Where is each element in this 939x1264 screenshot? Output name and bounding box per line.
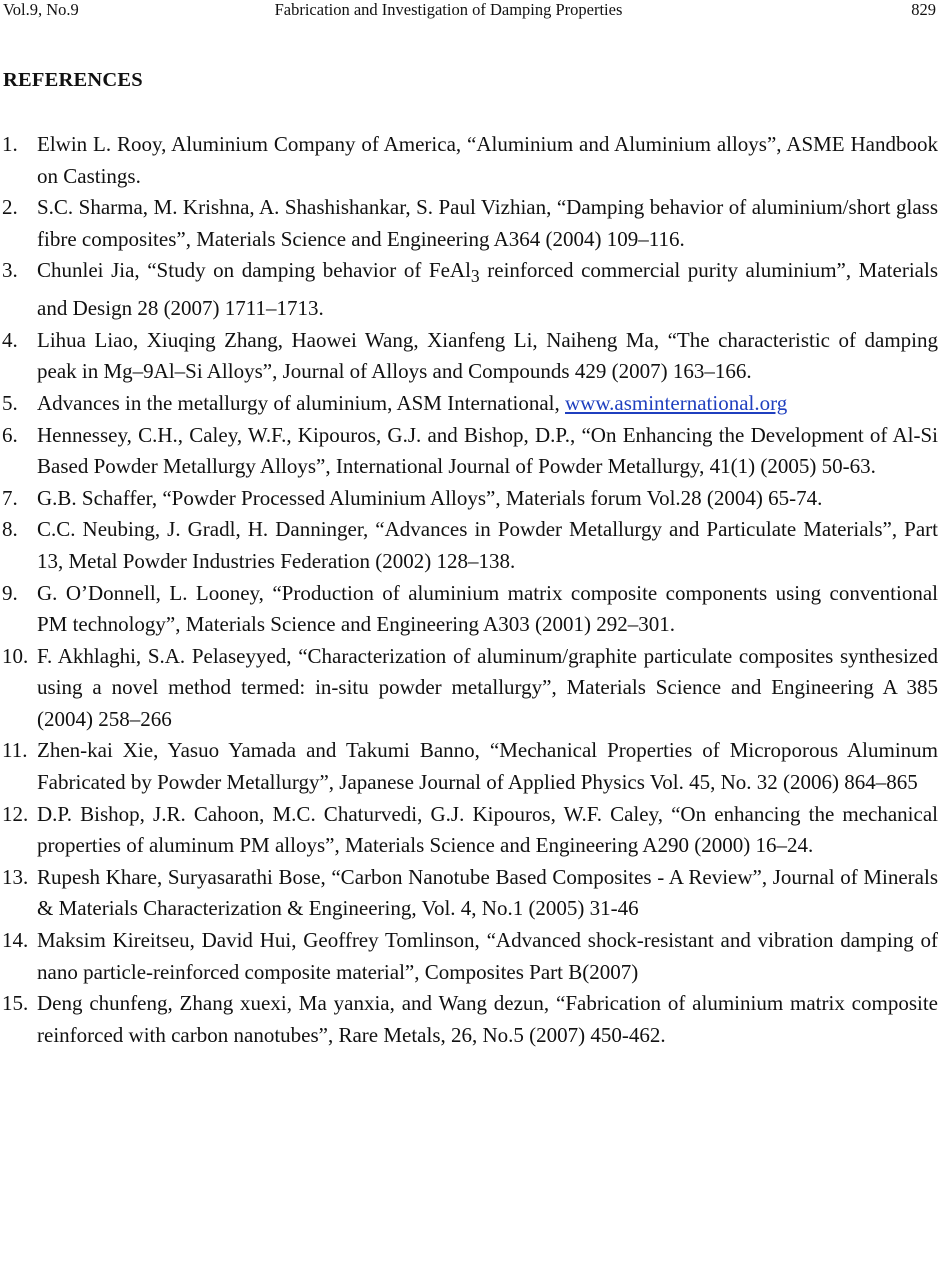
reference-number: 4.: [2, 327, 18, 352]
reference-item: [0, 420, 938, 483]
reference-number: 6.: [2, 422, 18, 447]
reference-number: 7.: [2, 485, 18, 510]
reference-list: [0, 129, 938, 1051]
reference-text-part: reinforced commercial purity aluminium”, Materials and Design 28 (2007) 1711–1713.: [37, 258, 938, 321]
reference-text: Maksim Kireitseu, David Hui, Geoffrey Tomlinson, “Advanced shock-resistant and vibration damping of nano particle-reinforced composite material”, Composites Part B(2007): [37, 928, 938, 984]
reference-number: 14.: [2, 928, 29, 953]
reference-text: Zhen-kai Xie, Yasuo Yamada and Takumi Banno, “Mechanical Properties of Microporous Aluminum Fabricated by Powder Metallurgy”, Japanese Journal of Applied Physics Vol. 45, No. 32 (2006) 864–865: [37, 738, 938, 795]
reference-item: [0, 129, 938, 192]
reference-text-part: Chunlei Jia, “Study on damping behavior of FeAl: [37, 258, 471, 283]
references-heading: REFERENCES: [3, 69, 143, 91]
reference-number: 11.: [2, 738, 28, 763]
reference-text: Rupesh Khare, Suryasarathi Bose, “Carbon Nanotube Based Composites - A Review”, Journal of Minerals & Materials Characterization & Engineering, Vol. 4, No.1 (2005) 31-46: [37, 864, 938, 921]
reference-item: [0, 514, 938, 577]
reference-item: [0, 192, 938, 255]
reference-number: 9.: [2, 580, 18, 605]
reference-text: Advances in the metallurgy of aluminium, ASM International,: [37, 390, 566, 415]
reference-item: [0, 578, 938, 641]
reference-number: 1.: [2, 132, 18, 156]
reference-text: D.P. Bishop, J.R. Cahoon, M.C. Chaturvedi, G.J. Kipouros, W.F. Caley, “On enhancing the mechanical properties of aluminum PM alloys”, Materials Science and Engineering A290 (2000) 16–24.: [37, 801, 938, 858]
reference-number: 8.: [2, 517, 18, 542]
reference-text: F. Akhlaghi, S.A. Pelaseyyed, “Characterization of aluminum/graphite particulate composites synthesized using a novel method termed: in-situ powder metallurgy”, Materials Science and Engineering A 385 (2004) 258–266: [37, 643, 938, 731]
reference-text: Lihua Liao, Xiuqing Zhang, Haowei Wang, Xianfeng Li, Naiheng Ma, “The characteristic of damping peak in Mg–9Al–Si Alloys”, Journal of Alloys and Compounds 429 (2007) 163–166.: [37, 327, 938, 384]
page-number: 829: [911, 0, 936, 19]
chemical-subscript: 3: [470, 266, 480, 287]
reference-number: 3.: [2, 258, 18, 283]
reference-number: 13.: [2, 864, 29, 889]
reference-number: 10.: [2, 643, 29, 668]
reference-number: 12.: [2, 801, 29, 826]
reference-item: [0, 388, 938, 420]
journal-volume: Vol.9, No.9: [3, 0, 79, 19]
reference-text: C.C. Neubing, J. Gradl, H. Danninger, “Advances in Powder Metallurgy and Particulate Materials”, Part 13, Metal Powder Industries Federation (2002) 128–138.: [37, 517, 938, 573]
reference-item: [0, 325, 938, 388]
reference-number: 5.: [2, 390, 18, 415]
reference-item: [0, 255, 938, 324]
reference-text: G. O’Donnell, L. Looney, “Production of aluminium matrix composite components using conventional PM technology”, Materials Science and Engineering A303 (2001) 292–301.: [37, 580, 938, 637]
running-title: Fabrication and Investigation of Damping Properties: [274, 0, 623, 19]
reference-item: [0, 925, 938, 988]
reference-item: [0, 799, 938, 862]
running-header: [3, 0, 936, 22]
reference-item: [0, 988, 938, 1051]
reference-text: Hennessey, C.H., Caley, W.F., Kipouros, G.J. and Bishop, D.P., “On Enhancing the Development of Al-Si Based Powder Metallurgy Alloys”, International Journal of Powder Metallurgy, 41(1) (2005) 50-63.: [37, 422, 938, 479]
reference-item: [0, 735, 938, 798]
reference-item: [0, 862, 938, 925]
reference-number: 15.: [2, 991, 29, 1016]
reference-text: [37, 258, 938, 320]
reference-item: [0, 641, 938, 736]
reference-text: S.C. Sharma, M. Krishna, A. Shashishankar, S. Paul Vizhian, “Damping behavior of aluminium/short glass fibre composites”, Materials Science and Engineering A364 (2004) 109–116.: [37, 195, 938, 251]
reference-link[interactable]: www.asminternational.org: [565, 390, 788, 415]
reference-text: Deng chunfeng, Zhang xuexi, Ma yanxia, and Wang dezun, “Fabrication of aluminium matrix composite reinforced with carbon nanotubes”, Rare Metals, 26, No.5 (2007) 450-462.: [37, 991, 938, 1047]
reference-item: [0, 483, 938, 515]
reference-text: Elwin L. Rooy, Aluminium Company of America, “Aluminium and Aluminium alloys”, ASME Handbook on Castings.: [37, 132, 938, 188]
reference-number: 2.: [2, 195, 18, 220]
reference-text: G.B. Schaffer, “Powder Processed Aluminium Alloys”, Materials forum Vol.28 (2004) 65-74.: [37, 485, 823, 510]
